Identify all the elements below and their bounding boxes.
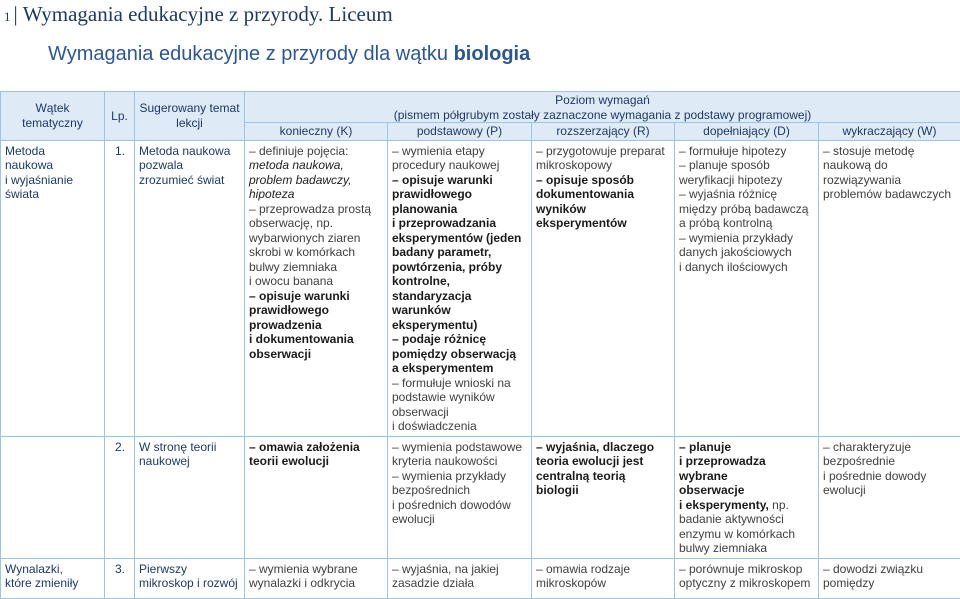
lp-cell: 3.	[105, 558, 135, 598]
requirement-line: wynalazki i odkrycia	[249, 576, 383, 591]
requirement-line: badany parametr,	[392, 245, 527, 260]
requirement-line: i owocu banana	[249, 274, 383, 289]
requirement-levels-title: Poziom wymagań	[247, 93, 958, 108]
table-row	[1, 558, 960, 598]
requirement-line: hipoteza	[249, 187, 383, 202]
header-level-d: dopełniający (D)	[675, 123, 819, 141]
header-level-p: podstawowy (P)	[388, 123, 532, 141]
requirement-cell-k	[245, 140, 388, 436]
requirement-cell-r	[532, 436, 675, 558]
requirement-line: – wyjaśnia, na jakiej	[392, 562, 527, 577]
requirement-line: – opisuje warunki	[392, 173, 527, 188]
requirement-line: warunków	[392, 303, 527, 318]
requirement-line: powtórzenia, próby	[392, 260, 527, 275]
requirement-line: skrobi w komórkach	[249, 245, 383, 260]
requirement-line: weryfikacji hipotezy	[679, 173, 814, 188]
requirement-line: dokumentowania	[536, 187, 670, 202]
requirement-line: – porównuje mikroskop	[679, 562, 814, 577]
requirement-levels-note: (pismem półgrubym zostały zaznaczone wymagania z podstawy programowej)	[247, 108, 958, 123]
requirement-line-bold-part: i eksperymenty,	[679, 498, 769, 512]
requirement-line: problem badawczy,	[249, 173, 383, 188]
requirement-cell-w	[819, 140, 960, 436]
requirement-line: mikroskopowy	[536, 158, 670, 173]
requirement-cell-p	[388, 140, 532, 436]
requirement-line: – wymienia przykłady	[679, 231, 814, 246]
requirement-line: optyczny z mikroskopem	[679, 576, 814, 591]
requirement-cell-d	[675, 436, 819, 558]
requirement-line: – opisuje warunki	[249, 289, 383, 304]
requirement-line: a eksperymentem	[392, 361, 527, 376]
requirement-line: i pośrednich dowodów	[392, 498, 527, 513]
requirement-line: naukową do	[823, 158, 956, 173]
requirement-line: prawidłowego	[392, 187, 527, 202]
requirement-cell-r	[532, 558, 675, 598]
requirement-line: obserwacji	[392, 405, 527, 420]
requirement-cell-p	[388, 436, 532, 558]
requirement-line: teorii ewolucji	[249, 454, 383, 469]
requirement-line-normal-part: np.	[769, 498, 789, 512]
requirement-line: pomiędzy	[823, 576, 956, 591]
requirement-line: podstawie wyników	[392, 390, 527, 405]
section-title-subject: biologia	[454, 43, 531, 65]
requirement-line: – omawia założenia	[249, 440, 383, 455]
requirement-line: kryteria naukowości	[392, 454, 527, 469]
table-row	[1, 140, 960, 436]
requirement-line: – przygotowuje preparat	[536, 144, 670, 159]
requirement-line: planowania	[392, 202, 527, 217]
requirement-cell-w	[819, 436, 960, 558]
header-suggested-topic: Sugerowany temat lekcji	[135, 92, 245, 141]
requirement-line: wyników	[536, 202, 670, 217]
topic-cell: Metoda naukowa pozwala zrozumieć świat	[135, 140, 245, 436]
requirement-line: i przeprowadza wybrane	[679, 454, 814, 483]
table-row	[1, 436, 960, 558]
requirement-line: – opisuje sposób	[536, 173, 670, 188]
requirement-line: kontrolne, standaryzacja	[392, 274, 527, 303]
requirement-line: – charakteryzuje	[823, 440, 956, 455]
requirement-cell-r	[532, 140, 675, 436]
requirement-line: – planuje	[679, 440, 814, 455]
requirement-cell-d	[675, 140, 819, 436]
page-header	[4, 0, 393, 31]
header-separator: |	[14, 2, 18, 26]
requirement-line: bezpośrednich	[392, 483, 527, 498]
requirement-line: danych jakościowych	[679, 245, 814, 260]
requirement-line: a próbą kontrolną	[679, 216, 814, 231]
requirement-line: – wymienia przykłady	[392, 469, 527, 484]
requirement-line: problemów badawczych	[823, 187, 956, 202]
requirement-line: wybarwionych ziaren	[249, 231, 383, 246]
document-title: Wymagania edukacyjne z przyrody. Liceum	[23, 2, 393, 26]
requirement-line: bulwy ziemniaka	[249, 260, 383, 275]
thematic-strand-cell	[1, 436, 105, 558]
thematic-strand-cell: Metoda naukowa i wyjaśnianie świata	[1, 140, 105, 436]
requirement-line: obserwację, np.	[249, 216, 383, 231]
section-title-lead: Wymagania edukacyjne z przyrody dla wątku	[48, 43, 448, 65]
requirement-line: badanie aktywności	[679, 512, 814, 527]
requirement-line	[679, 498, 814, 513]
header-level-k: konieczny (K)	[245, 123, 388, 141]
requirement-line: – planuje sposób	[679, 158, 814, 173]
requirement-line: i pośrednie dowody	[823, 469, 956, 484]
topic-cell: W stronę teorii naukowej	[135, 436, 245, 558]
requirement-line: – formułuje wnioski na	[392, 376, 527, 391]
requirement-line: mikroskopów	[536, 576, 670, 591]
requirement-line: między próbą badawczą	[679, 202, 814, 217]
requirement-line: – omawia rodzaje	[536, 562, 670, 577]
lp-cell: 1.	[105, 140, 135, 436]
requirement-line: i dokumentowania	[249, 332, 383, 347]
requirement-line: ewolucji	[392, 512, 527, 527]
requirement-line: obserwacji	[249, 347, 383, 362]
requirement-line: bezpośrednie	[823, 454, 956, 469]
requirement-line: enzymu w komórkach	[679, 527, 814, 542]
header-level-w: wykraczający (W)	[819, 123, 960, 141]
requirement-line: pomiędzy obserwacją	[392, 347, 527, 362]
requirement-line: – formułuje hipotezy	[679, 144, 814, 159]
requirement-line: procedury naukowej	[392, 158, 527, 173]
requirement-line: zasadzie działa	[392, 576, 527, 591]
requirement-line: eksperymentów	[536, 216, 670, 231]
page-number: 1	[4, 9, 11, 24]
requirement-cell-p	[388, 558, 532, 598]
requirement-line: – przeprowadza prostą	[249, 202, 383, 217]
requirement-cell-w	[819, 558, 960, 598]
thematic-strand-cell: Wynalazki, które zmieniły	[1, 558, 105, 598]
requirement-line: i doświadczenia	[392, 419, 527, 434]
requirement-line: rozwiązywania	[823, 173, 956, 188]
header-thematic-strand: Wątek tematyczny	[1, 92, 105, 141]
requirement-line: ewolucji	[823, 483, 956, 498]
requirement-line: eksperymentu)	[392, 318, 527, 333]
requirement-line: – wymienia etapy	[392, 144, 527, 159]
lp-cell: 2.	[105, 436, 135, 558]
requirement-line: – stosuje metodę	[823, 144, 956, 159]
requirement-line: – dowodzi związku	[823, 562, 956, 577]
requirement-line: prowadzenia	[249, 318, 383, 333]
requirement-cell-d	[675, 558, 819, 598]
requirement-line: centralną teorią biologii	[536, 469, 670, 498]
requirement-line: i danych ilościowych	[679, 260, 814, 275]
requirement-line: eksperymentów (jeden	[392, 231, 527, 246]
requirement-line: – wyjaśnia, dlaczego	[536, 440, 670, 455]
requirement-line: metoda naukowa,	[249, 158, 383, 173]
requirement-cell-k	[245, 558, 388, 598]
requirement-line: prawidłowego	[249, 303, 383, 318]
requirement-line: – wymienia wybrane	[249, 562, 383, 577]
requirements-table	[0, 91, 960, 599]
requirement-line: – podaje różnicę	[392, 332, 527, 347]
requirement-cell-k	[245, 436, 388, 558]
header-lp: Lp.	[105, 92, 135, 141]
section-title	[48, 42, 530, 66]
requirement-line: obserwacje	[679, 483, 814, 498]
requirement-line: – definiuje pojęcia:	[249, 144, 383, 159]
requirement-line: bulwy ziemniaka	[679, 541, 814, 556]
requirement-line: – wymienia podstawowe	[392, 440, 527, 455]
header-requirement-levels	[245, 92, 960, 123]
header-level-r: rozszerzający (R)	[532, 123, 675, 141]
topic-cell: Pierwszy mikroskop i rozwój	[135, 558, 245, 598]
requirement-line: – wyjaśnia różnicę	[679, 187, 814, 202]
requirement-line: teoria ewolucji jest	[536, 454, 670, 469]
requirement-line: i przeprowadzania	[392, 216, 527, 231]
